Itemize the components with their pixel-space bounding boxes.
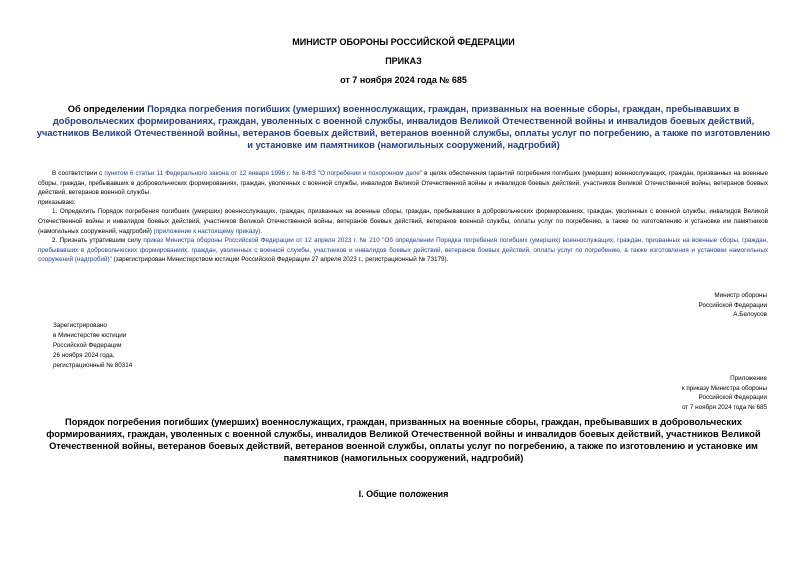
appendix-line-1: Приложение [730, 375, 767, 382]
order-body [38, 169, 768, 265]
item-2-text-2: (зарегистрирован Министерством юстиции Российской Федерации 27 апреля 2023 г., регистрационный № 73179). [111, 256, 449, 264]
item-1-paragraph [38, 207, 768, 236]
registration-line-4: 26 ноября 2024 года, [53, 352, 115, 359]
signature-line-2: Российской Федерации [698, 301, 767, 309]
item-1-end: . [260, 227, 263, 235]
appendix-line-2: к приказу Министра обороны [681, 384, 767, 392]
registration-block [53, 321, 132, 371]
appendix-line-4: от 7 ноября 2024 года № 685 [681, 403, 767, 411]
section-heading: I. Общие положения [358, 489, 449, 499]
doc-type-heading: ПРИКАЗ [385, 56, 422, 66]
order-title [36, 103, 771, 151]
item-2-text-1: 2. Признать утратившим силу [52, 237, 144, 245]
date-number-heading: от 7 ноября 2024 года № 685 [340, 75, 467, 85]
registration-line-3: Российской Федерации [53, 342, 122, 349]
repealed-order-link[interactable]: приказ Министра обороны Российской Федерации от 12 апреля 2023 г. № 210 "Об определении Порядка погребения погибших (умерших) военнослужащих, граждан, призванных на военные сборы, граждан, пребывавших в добровольческих формированиях, граждан, уволенных с военной службы, участников и инвалидов боевых действий, ветеранов боевых действий, оплаты услуг по погребению, а также изготовления и установки намогильных сооружений (надгробий)" [38, 237, 768, 264]
item-2-paragraph [38, 236, 768, 265]
signature-line-3: А.Белоусов [733, 311, 767, 319]
law-link[interactable]: пунктом 6 статьи 11 Федерального закона от 12 января 1996 г. № 8-ФЗ "О погребении и похоронном деле" [104, 170, 423, 177]
signature-block [699, 291, 767, 320]
preamble-paragraph [38, 169, 768, 198]
appendix-link[interactable]: (приложение к настоящему приказу) [153, 227, 261, 235]
registration-line-1: Зарегистрировано [53, 322, 107, 329]
order-word: приказываю: [38, 198, 76, 206]
order-title-link[interactable]: Порядка погребения погибших (умерших) военнослужащих, граждан, призванных на военные сборы, граждан, пребывавших в добровольческих формированиях, граждан, уволенных с военной службы, инвалидов Великой Отечественной войны и инвалидов боевых действий, участников Великой Отечественной войны, ветеранов боевых действий, ветеранов военной службы, оплаты услуг по погребению, а также по изготовлению и установке им памятников (намогильных сооружений, надгробий) [36, 104, 771, 150]
registration-line-2: в Министерстве юстиции [53, 332, 127, 339]
order-title-prefix: Об определении [67, 104, 148, 114]
ministry-heading: МИНИСТР ОБОРОНЫ РОССИЙСКОЙ ФЕДЕРАЦИИ [292, 37, 515, 47]
item-1-text: 1. Определить Порядок погребения погибших (умерших) военнослужащих, граждан, призванных на военные сборы, граждан, пребывавших в добровольческих формированиях, граждан, уволенных с военной службы, инвалидов Великой Отечественной войны и инвалидов боевых действий, участников Великой Отечественной войны, ветеранов боевых действий, ветеранов военной службы, оплаты услуг по погребению, а также по изготовлению и установке им памятников (намогильных сооружений, надгробий) [38, 208, 768, 235]
appendix-block [682, 374, 767, 412]
preamble-text-2: в целях обеспечения гарантий погребения погибших (умерших) военнослужащих, граждан, призванных на военные сборы, граждан, пребывавших в добровольческих формированиях, граждан, уволенных с военной службы, инвалидов Великой Отечественной войны и инвалидов боевых действий, участников Великой Отечественной войны, ветеранов боевых действий, ветеранов военной службы [38, 170, 768, 197]
appendix-line-3: Российской Федерации [698, 394, 767, 402]
appendix-title: Порядок погребения погибших (умерших) военнослужащих, граждан, призванных на военные сборы, граждан, пребывавших в добровольческих формированиях, граждан, уволенных с военной службы, инвалидов Великой Отечественной войны и инвалидов боевых действий, участников Великой Отечественной войны, ветеранов боевых действий, ветеранов военной службы, оплаты услуг по погребению, а также по изготовлению и установке им памятников (намогильных сооружений, надгробий) [46, 417, 761, 463]
registration-line-5: регистрационный № 80314 [53, 362, 133, 369]
signature-line-1: Министр обороны [714, 292, 767, 299]
preamble-text-1: В соответствии с [52, 170, 105, 177]
